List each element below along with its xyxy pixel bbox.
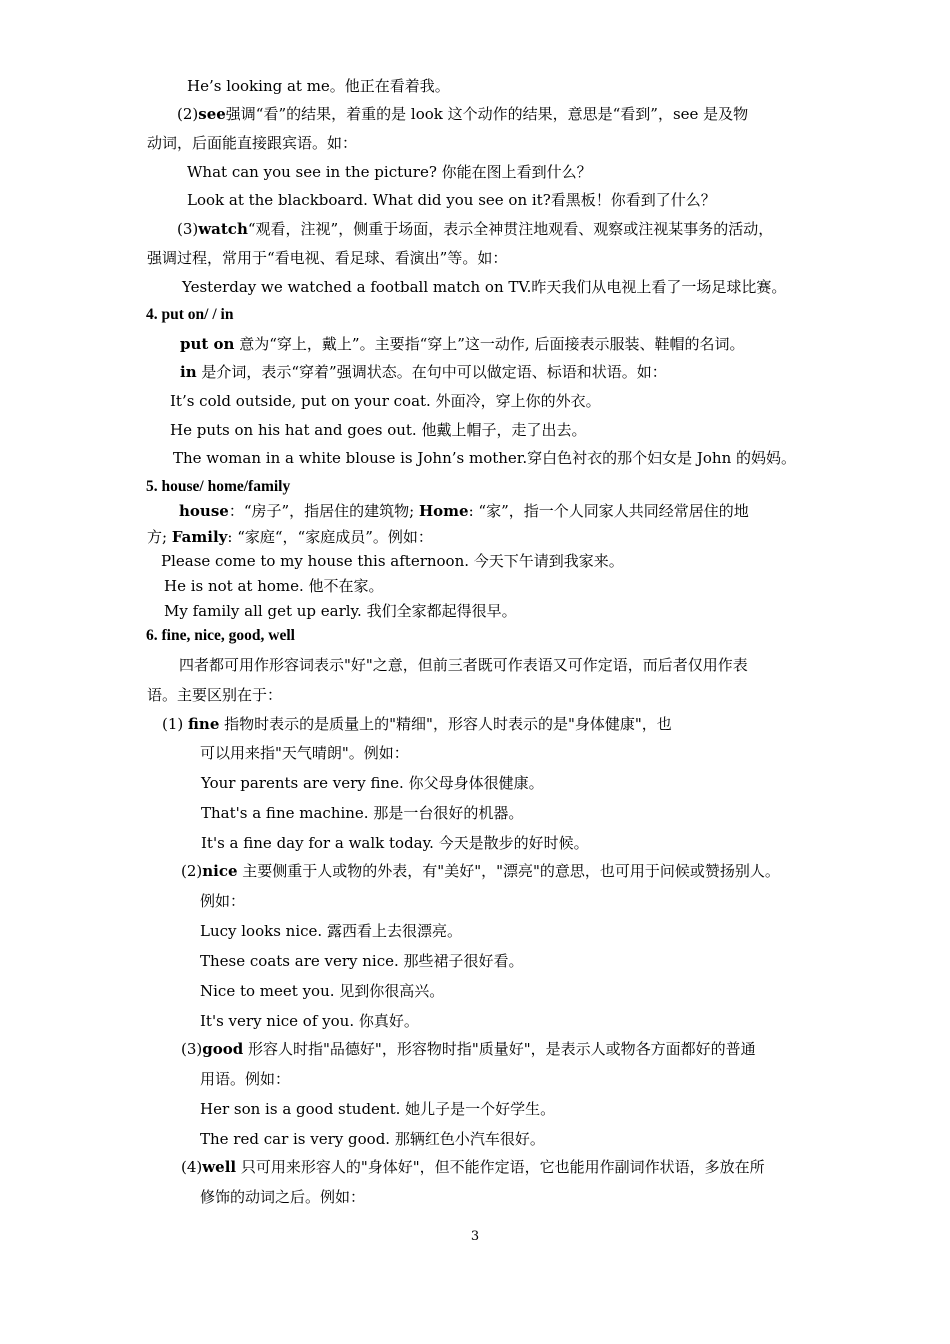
term: fine xyxy=(188,715,220,733)
paragraph-line: 动词，后面能直接跟宾语。如： xyxy=(147,134,358,152)
section-heading: 4. put on/ / in xyxy=(146,306,234,323)
example-line: Your parents are very fine. 你父母身体很健康。 xyxy=(201,774,544,792)
example-line: It's very nice of you. 你真好。 xyxy=(200,1012,419,1030)
example-line: Her son is a good student. 她儿子是一个好学生。 xyxy=(200,1100,556,1118)
example-line: Yesterday we watched a football match on TV.昨天我们从电视上看了一场足球比赛。 xyxy=(182,278,787,296)
paragraph-line: (2)nice 主要侧重于人或物的外表，有"美好"，"漂亮"的意思，也可用于问候或赞扬别人。 xyxy=(181,862,780,880)
term: Home xyxy=(418,502,469,520)
term: in xyxy=(180,363,197,381)
example-line: He puts on his hat and goes out. 他戴上帽子，走了出去。 xyxy=(170,421,587,439)
paragraph-line: 可以用来指"天气晴朗"。例如： xyxy=(200,744,409,762)
paragraph-line: (1) fine 指物时表示的是质量上的"精细"，形容人时表示的是"身体健康"，也 xyxy=(162,715,672,733)
term: house xyxy=(179,502,229,520)
paragraph-line: (4)well 只可用来形容人的"身体好"，但不能作定语，它也能用作副词作状语，多放在所 xyxy=(181,1158,765,1176)
paragraph-line: in 是介词，表示“穿着”强调状态。在句中可以做定语、标语和状语。如： xyxy=(180,363,667,381)
example-line: He’s looking at me。他正在看着我。 xyxy=(187,77,450,95)
example-line: Please come to my house this afternoon. 今天下午请到我家来。 xyxy=(161,552,624,570)
paragraph-line: house：“房子”，指居住的建筑物; Home: “家”，指一个人同家人共同经常居住的地 xyxy=(179,502,749,520)
section-heading: 5. house/ home/family xyxy=(146,478,291,495)
term: watch xyxy=(198,220,248,238)
example-line: Look at the blackboard. What did you see on it?看黑板！你看到了什么？ xyxy=(187,191,716,209)
example-line: My family all get up early. 我们全家都起得很早。 xyxy=(164,602,517,620)
example-line: Nice to meet you. 见到你很高兴。 xyxy=(200,982,445,1000)
paragraph-line: (3)watch“观看，注视”，侧重于场面，表示全神贯注地观看、观察或注视某事务的活动， xyxy=(177,220,774,238)
example-line: Lucy looks nice. 露西看上去很漂亮。 xyxy=(200,922,462,940)
paragraph-line: 用语。例如： xyxy=(200,1070,291,1088)
paragraph-line: put on 意为“穿上，戴上”。主要指“穿上”这一动作, 后面接表示服装、鞋帽的名词。 xyxy=(180,335,745,353)
term: good xyxy=(202,1040,244,1058)
example-line: He is not at home. 他不在家。 xyxy=(164,577,384,595)
term: put on xyxy=(180,335,235,353)
paragraph-line: (2)see强调“看”的结果，着重的是 look 这个动作的结果，意思是“看到”，see 是及物 xyxy=(177,105,749,123)
paragraph-line: 例如： xyxy=(200,892,246,910)
term: well xyxy=(202,1158,237,1176)
paragraph-line: (3)good 形容人时指"品德好"，形容物时指"质量好"，是表示人或物各方面都好的普通 xyxy=(181,1040,756,1058)
example-line: What can you see in the picture? 你能在图上看到什么？ xyxy=(187,163,592,181)
example-line: These coats are very nice. 那些裙子很好看。 xyxy=(200,952,524,970)
paragraph-line: 语。主要区别在于： xyxy=(147,686,283,704)
term: see xyxy=(198,105,226,123)
section-heading: 6. fine, nice, good, well xyxy=(146,627,295,644)
term: Family xyxy=(171,528,228,546)
example-line: That's a fine machine. 那是一台很好的机器。 xyxy=(201,804,524,822)
paragraph-line: 方; Family: “家庭“，“家庭成员”。例如： xyxy=(147,528,433,546)
paragraph-line: 强调过程，常用于“看电视、看足球、看演出”等。如： xyxy=(147,249,508,267)
example-line: It's a fine day for a walk today. 今天是散步的好时候。 xyxy=(201,834,589,852)
page-number: 3 xyxy=(470,1229,480,1244)
example-line: The red car is very good. 那辆红色小汽车很好。 xyxy=(200,1130,545,1148)
example-line: It’s cold outside, put on your coat. 外面冷，穿上你的外衣。 xyxy=(170,392,601,410)
term: nice xyxy=(202,862,238,880)
example-line: The woman in a white blouse is John’s mother.穿白色衬衣的那个妇女是 John 的妈妈。 xyxy=(173,449,796,467)
paragraph-line: 修饰的动词之后。例如： xyxy=(200,1188,366,1206)
paragraph-line: 四者都可用作形容词表示"好"之意，但前三者既可作表语又可作定语，而后者仅用作表 xyxy=(179,656,748,674)
